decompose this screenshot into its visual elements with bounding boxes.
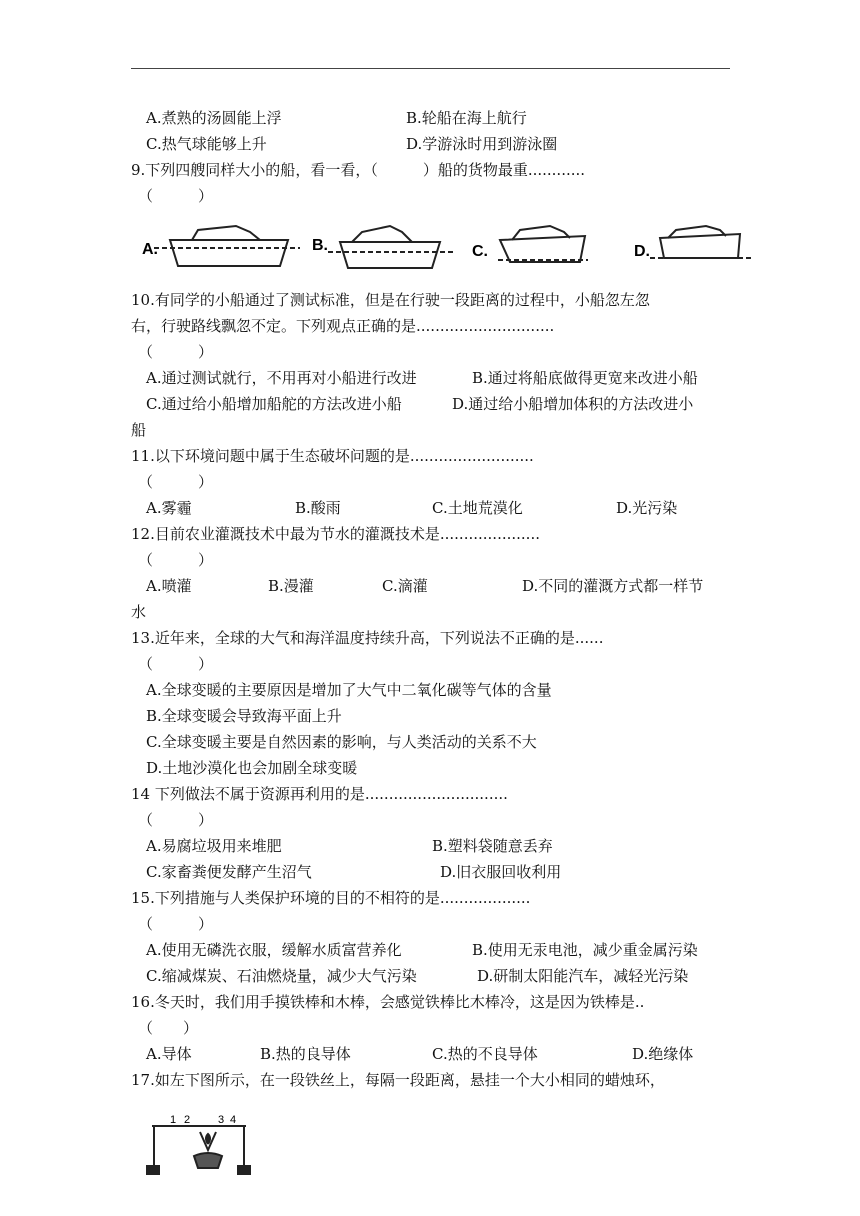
q12-option-c: C.滴灌 <box>382 577 428 595</box>
q11-option-b: B.酸雨 <box>295 499 341 517</box>
q13-option-c: C.全球变暖主要是自然因素的影响，与人类活动的关系不大 <box>146 733 537 751</box>
q15-option-d: D.研制太阳能汽车，减轻光污染 <box>477 967 689 985</box>
q14-option-a: A.易腐垃圾用来堆肥 <box>146 837 282 855</box>
q16-stem: 16.冬天时，我们用手摸铁棒和木棒，会感觉铁棒比木棒冷，这是因为铁棒是.. <box>131 993 645 1011</box>
q14-answer-paren: （ ） <box>138 811 214 829</box>
q15-stem: 15.下列措施与人类保护环境的目的不相符的是................... <box>131 889 531 907</box>
q17-stem: 17.如左下图所示，在一段铁丝上，每隔一段距离，悬挂一个大小相同的蜡烛环， <box>131 1071 665 1089</box>
q15-option-a: A.使用无磷洗衣服，缓解水质富营养化 <box>146 941 402 959</box>
q14-stem: 14 下列做法不属于资源再利用的是.............................. <box>131 785 508 803</box>
q13-option-b: B.全球变暖会导致海平面上升 <box>146 707 342 725</box>
q17-mark-4: 4 <box>230 1114 237 1126</box>
q12-stem: 12.目前农业灌溉技术中最为节水的灌溉技术是..................... <box>131 525 540 543</box>
q9-label-c: C. <box>472 243 488 260</box>
q12-option-b: B.漫灌 <box>268 577 314 595</box>
q8-option-d: D.学游泳时用到游泳圈 <box>406 135 558 153</box>
q15-answer-paren: （ ） <box>138 915 214 933</box>
q12-option-d-cont: 水 <box>131 603 147 621</box>
q13-stem: 13.近年来，全球的大气和海洋温度持续升高，下列说法不正确的是...... <box>131 629 604 647</box>
q17-wire-candle-figure <box>138 1110 268 1180</box>
q11-option-d: D.光污染 <box>616 499 678 517</box>
q9-boats-figure <box>140 218 760 278</box>
q13-option-d: D.土地沙漠化也会加剧全球变暖 <box>146 759 358 777</box>
q9-answer-paren: （ ） <box>138 187 214 205</box>
q16-option-d: D.绝缘体 <box>632 1045 694 1063</box>
q10-option-c: C.通过给小船增加船舵的方法改进小船 <box>146 395 402 413</box>
q14-option-b: B.塑料袋随意丢弃 <box>432 837 553 855</box>
q12-answer-paren: （ ） <box>138 551 214 569</box>
q10-answer-paren: （ ） <box>138 343 214 361</box>
q13-option-a: A.全球变暖的主要原因是增加了大气中二氧化碳等气体的含量 <box>146 681 552 699</box>
q12-option-d: D.不同的灌溉方式都一样节 <box>522 577 704 595</box>
q9-label-d: D. <box>634 243 650 260</box>
q9-label-a: A. <box>142 241 158 258</box>
q15-option-c: C.缩减煤炭、石油燃烧量，减少大气污染 <box>146 967 417 985</box>
q14-option-c: C.家畜粪便发酵产生沼气 <box>146 863 312 881</box>
q10-stem-line1: 10.有同学的小船通过了测试标准，但是在行驶一段距离的过程中，小船忽左忽 <box>131 291 650 309</box>
q8-option-a: A.煮熟的汤圆能上浮 <box>146 109 282 127</box>
q16-answer-paren: （ ） <box>138 1019 199 1037</box>
q10-option-d: D.通过给小船增加体积的方法改进小 <box>452 395 694 413</box>
q16-option-c: C.热的不良导体 <box>432 1045 538 1063</box>
q17-mark-3: 3 <box>218 1114 225 1126</box>
q14-option-d: D.旧衣服回收利用 <box>440 863 562 881</box>
q8-option-c: C.热气球能够上升 <box>146 135 267 153</box>
q11-option-a: A.雾霾 <box>146 499 192 517</box>
q11-stem: 11.以下环境问题中属于生态破坏问题的是.......................... <box>131 447 534 465</box>
q11-option-c: C.土地荒漠化 <box>432 499 523 517</box>
q10-option-b: B.通过将船底做得更宽来改进小船 <box>472 369 698 387</box>
q10-option-a: A.通过测试就行，不用再对小船进行改进 <box>146 369 417 387</box>
q16-option-b: B.热的良导体 <box>260 1045 351 1063</box>
q13-answer-paren: （ ） <box>138 655 214 673</box>
q11-answer-paren: （ ） <box>138 473 214 491</box>
q16-option-a: A.导体 <box>146 1045 192 1063</box>
q10-option-d-cont: 船 <box>131 421 147 439</box>
q10-stem-line2: 右，行驶路线飘忽不定。下列观点正确的是............................. <box>131 317 555 335</box>
q12-option-a: A.喷灌 <box>146 577 192 595</box>
header-rule <box>131 68 730 69</box>
q17-mark-1: 1 <box>170 1114 177 1126</box>
q15-option-b: B.使用无汞电池，减少重金属污染 <box>472 941 698 959</box>
q17-mark-2: 2 <box>184 1114 191 1126</box>
q9-label-b: B. <box>312 237 328 254</box>
q9-stem: 9.下列四艘同样大小的船，看一看，（ ）船的货物最重............ <box>131 161 586 179</box>
q8-option-b: B.轮船在海上航行 <box>406 109 527 127</box>
